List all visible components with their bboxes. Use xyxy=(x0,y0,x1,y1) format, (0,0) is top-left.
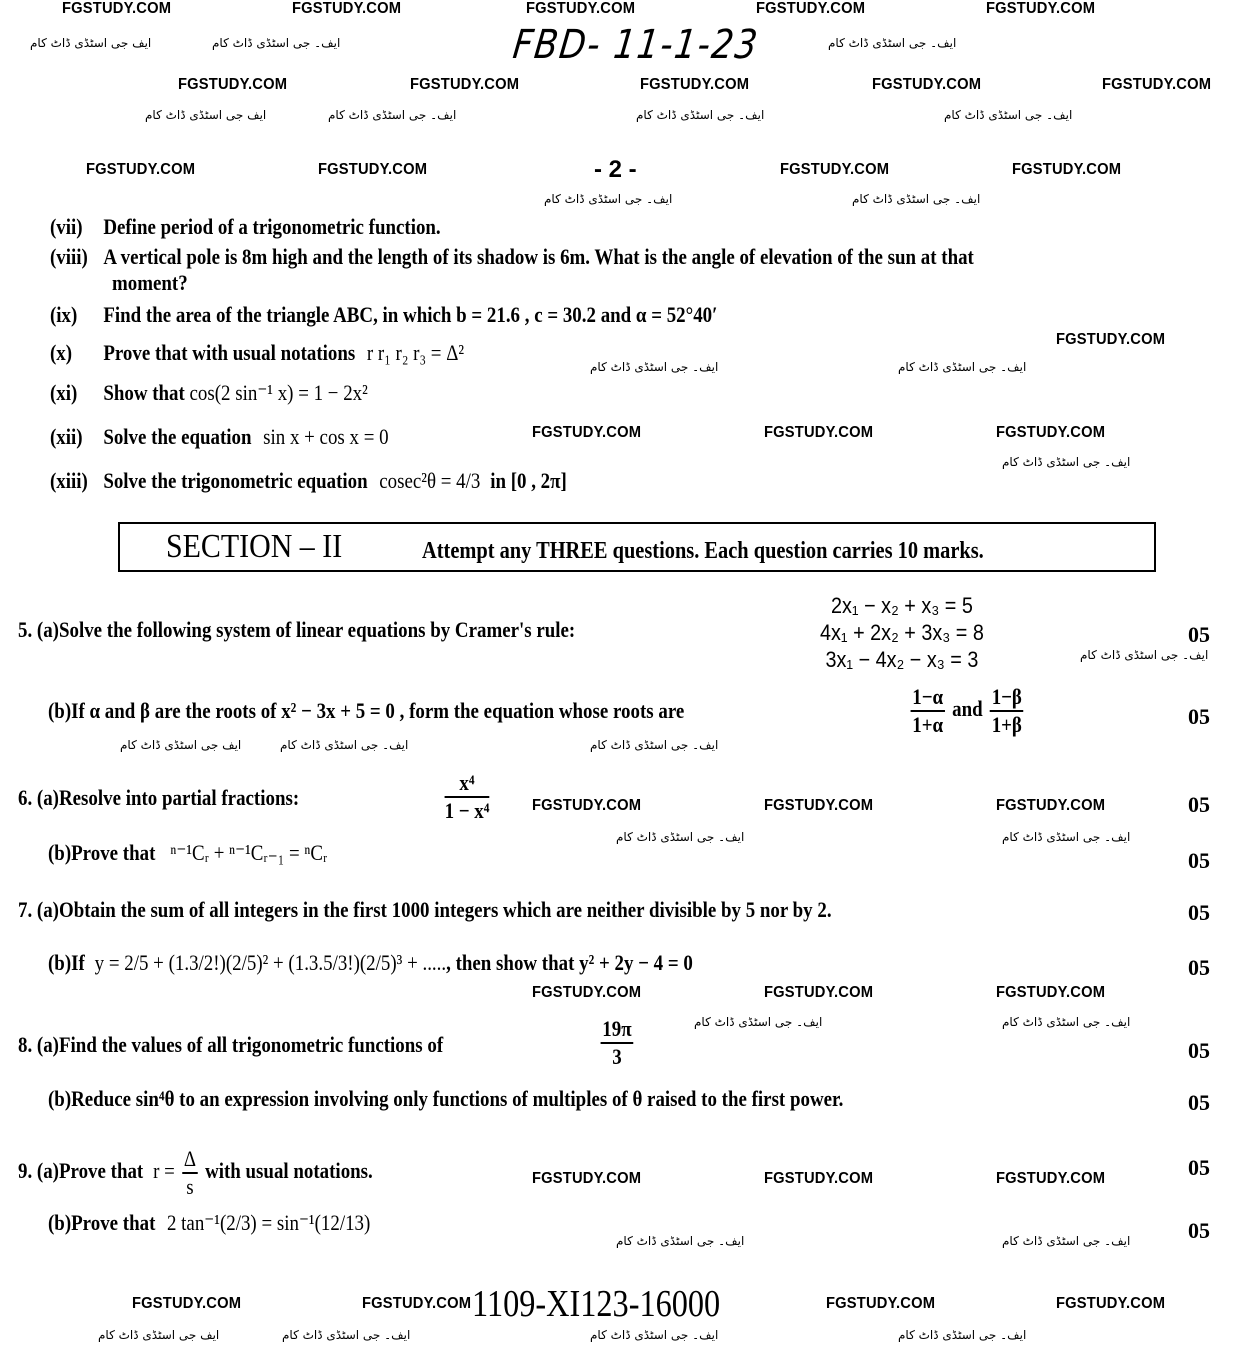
math-expression: sin x + cos x = 0 xyxy=(263,424,389,449)
watermark-text: FGSTUDY.COM xyxy=(532,984,642,1001)
marks-label: 05 xyxy=(1188,704,1210,729)
question-6a: 6. (a)Resolve into partial fractions: xyxy=(18,785,300,810)
watermark-text: FGSTUDY.COM xyxy=(362,1295,472,1312)
math-expression: ⁿ⁻¹Cᵣ + ⁿ⁻¹Cᵣ₋₁ = ⁿCᵣ xyxy=(170,840,328,865)
marks-label: 05 xyxy=(1188,900,1210,925)
question-7a: 7. (a)Obtain the sum of all integers in the first 1000 integers which are neither divisible by 5 nor by 2. xyxy=(18,897,832,922)
fraction-roots: $\frac{1-\alpha}{1+\alpha}$ and $\frac{1-\beta}{1+\beta}$ xyxy=(912,684,1022,737)
watermark-text: FGSTUDY.COM xyxy=(764,984,874,1001)
equation-system: 2x₁ − x₂ + x₃ = 5 4x₁ + 2x₂ + 3x₃ = 8 3x₁ − 4x₂ − x₃ = 3 xyxy=(820,593,984,672)
question-8b: (b)Reduce sin⁴θ to an expression involving only functions of multiples of θ raised to the first power. xyxy=(48,1086,844,1111)
fraction: $\frac{1-\alpha}{1+\alpha}$ xyxy=(912,684,944,737)
watermark-text: FGSTUDY.COM xyxy=(62,0,172,17)
page-number: - 2 - xyxy=(594,156,637,183)
section-header-box xyxy=(118,522,1156,572)
watermark-urdu: ایف۔ جی اسٹڈی ڈاٹ کام xyxy=(1002,1015,1131,1029)
question-vii: (vii) Define period of a trigonometric function. xyxy=(50,214,441,239)
watermark-text: FGSTUDY.COM xyxy=(526,0,636,17)
question-6b: (b)Prove that ⁿ⁻¹Cᵣ + ⁿ⁻¹Cᵣ₋₁ = ⁿCᵣ xyxy=(48,840,328,865)
watermark-urdu: ایف جی اسٹڈی ڈاٹ کام xyxy=(30,36,152,50)
math-expression: cosec²θ = 4/3 xyxy=(379,468,481,493)
question-xi: (xi) Show that cos(2 sin⁻¹ x) = 1 − 2x² xyxy=(50,380,368,405)
watermark-text: FGSTUDY.COM xyxy=(1056,331,1166,348)
watermark-urdu: ایف۔ جی اسٹڈی ڈاٹ کام xyxy=(590,1328,719,1342)
watermark-urdu: ایف جی اسٹڈی ڈاٹ کام xyxy=(98,1328,220,1342)
watermark-urdu: ایف۔ جی اسٹڈی ڈاٹ کام xyxy=(282,1328,411,1342)
watermark-text: FGSTUDY.COM xyxy=(1102,76,1212,93)
handwritten-exam-code: FBD- 11-1-23 xyxy=(510,22,762,68)
question-xii: (xii) Solve the equation sin x + cos x = 0 xyxy=(50,424,389,449)
watermark-urdu: ایف۔ جی اسٹڈی ڈاٹ کام xyxy=(898,360,1027,374)
question-5b: (b)If α and β are the roots of x² − 3x + 5 = 0 , form the equation whose roots are xyxy=(48,698,685,723)
watermark-text: FGSTUDY.COM xyxy=(826,1295,936,1312)
watermark-text: FGSTUDY.COM xyxy=(996,984,1106,1001)
fraction: $\frac{1-\beta}{1+\beta}$ xyxy=(991,684,1022,737)
watermark-text: FGSTUDY.COM xyxy=(410,76,520,93)
watermark-text: FGSTUDY.COM xyxy=(318,161,428,178)
question-xiii: (xiii) Solve the trigonometric equation cosec²θ = 4/3 in [0 , 2π] xyxy=(50,468,567,493)
question-5a: 5. (a)Solve the following system of linear equations by Cramer's rule: xyxy=(18,617,576,642)
marks-label: 05 xyxy=(1188,1218,1210,1243)
question-viii-continuation: moment? xyxy=(112,270,188,295)
watermark-text: FGSTUDY.COM xyxy=(996,1170,1106,1187)
watermark-urdu: ایف۔ جی اسٹڈی ڈاٹ کام xyxy=(328,108,457,122)
watermark-text: FGSTUDY.COM xyxy=(764,424,874,441)
watermark-text: FGSTUDY.COM xyxy=(764,1170,874,1187)
marks-label: 05 xyxy=(1188,1155,1210,1180)
watermark-urdu: ایف۔ جی اسٹڈی ڈاٹ کام xyxy=(694,1015,823,1029)
section-instructions: Attempt any THREE questions. Each question carries 10 marks. xyxy=(422,538,984,564)
watermark-text: FGSTUDY.COM xyxy=(996,424,1106,441)
watermark-urdu: ایف۔ جی اسٹڈی ڈاٹ کام xyxy=(852,192,981,206)
marks-label: 05 xyxy=(1188,1090,1210,1115)
watermark-text: FGSTUDY.COM xyxy=(532,424,642,441)
watermark-urdu: ایف۔ جی اسٹڈی ڈاٹ کام xyxy=(590,360,719,374)
watermark-text: FGSTUDY.COM xyxy=(756,0,866,17)
fraction-angle: $\frac{19\pi}{3}$ xyxy=(602,1016,632,1069)
watermark-urdu: ایف۔ جی اسٹڈی ڈاٹ کام xyxy=(1002,1234,1131,1248)
watermark-urdu: ایف۔ جی اسٹڈی ڈاٹ کام xyxy=(544,192,673,206)
watermark-urdu: ایف۔ جی اسٹڈی ڈاٹ کام xyxy=(1002,830,1131,844)
watermark-text: FGSTUDY.COM xyxy=(1012,161,1122,178)
watermark-urdu: ایف۔ جی اسٹڈی ڈاٹ کام xyxy=(590,738,719,752)
question-7b: (b)If y = 2/5 + (1.3/2!)(2/5)² + (1.3.5/3!)(2/5)³ + ....., then show that y² + 2y − 4 = 0 xyxy=(48,950,693,975)
watermark-urdu: ایف۔ جی اسٹڈی ڈاٹ کام xyxy=(280,738,409,752)
question-x: (x) Prove that with usual notations r r₁ r₂ r₃ = Δ² xyxy=(50,340,465,365)
math-expression: cos(2 sin⁻¹ x) = 1 − 2x² xyxy=(189,380,368,405)
math-series: y = 2/5 + (1.3/2!)(2/5)² + (1.3.5/3!)(2/5)³ + ..... xyxy=(94,950,447,975)
section-title: SECTION – II xyxy=(166,528,343,565)
watermark-urdu: ایف۔ جی اسٹڈی ڈاٹ کام xyxy=(616,1234,745,1248)
math-expression: r r₁ r₂ r₃ = Δ² xyxy=(366,340,465,365)
watermark-urdu: ایف۔ جی اسٹڈی ڈاٹ کام xyxy=(212,36,341,50)
watermark-urdu: ایف۔ جی اسٹڈی ڈاٹ کام xyxy=(1080,648,1209,662)
watermark-urdu: ایف۔ جی اسٹڈی ڈاٹ کام xyxy=(1002,455,1131,469)
watermark-text: FGSTUDY.COM xyxy=(292,0,402,17)
math-expression: 2 tan⁻¹(2/3) = sin⁻¹(12/13) xyxy=(166,1210,371,1235)
marks-label: 05 xyxy=(1188,848,1210,873)
paper-code: 1109-XI123-16000 xyxy=(472,1283,721,1325)
watermark-urdu: ایف۔ جی اسٹڈی ڈاٹ کام xyxy=(944,108,1073,122)
watermark-text: FGSTUDY.COM xyxy=(132,1295,242,1312)
marks-label: 05 xyxy=(1188,955,1210,980)
marks-label: 05 xyxy=(1188,792,1210,817)
question-8a: 8. (a)Find the values of all trigonometric functions of xyxy=(18,1032,444,1057)
watermark-text: FGSTUDY.COM xyxy=(178,76,288,93)
watermark-text: FGSTUDY.COM xyxy=(1056,1295,1166,1312)
question-9b: (b)Prove that 2 tan⁻¹(2/3) = sin⁻¹(12/13) xyxy=(48,1210,371,1235)
watermark-text: FGSTUDY.COM xyxy=(764,797,874,814)
watermark-text: FGSTUDY.COM xyxy=(532,1170,642,1187)
watermark-urdu: ایف۔ جی اسٹڈی ڈاٹ کام xyxy=(636,108,765,122)
watermark-text: FGSTUDY.COM xyxy=(86,161,196,178)
watermark-urdu: ایف۔ جی اسٹڈی ڈاٹ کام xyxy=(828,36,957,50)
question-viii: (viii) A vertical pole is 8m high and the length of its shadow is 6m. What is the angle of elevation of the sun at that xyxy=(50,244,974,269)
watermark-urdu: ایف۔ جی اسٹڈی ڈاٹ کام xyxy=(898,1328,1027,1342)
fraction-partial: $\frac{\text{x⁴}}{\text{1 − x⁴}}$ xyxy=(444,770,490,823)
watermark-text: FGSTUDY.COM xyxy=(640,76,750,93)
marks-label: 05 xyxy=(1188,1038,1210,1063)
watermark-urdu: ایف جی اسٹڈی ڈاٹ کام xyxy=(120,738,242,752)
watermark-text: FGSTUDY.COM xyxy=(532,797,642,814)
question-ix: (ix) Find the area of the triangle ABC, in which b = 21.6 , c = 30.2 and α = 52°40′ xyxy=(50,302,718,327)
watermark-text: FGSTUDY.COM xyxy=(996,797,1106,814)
watermark-text: FGSTUDY.COM xyxy=(780,161,890,178)
watermark-urdu: ایف جی اسٹڈی ڈاٹ کام xyxy=(145,108,267,122)
watermark-text: FGSTUDY.COM xyxy=(986,0,1096,17)
watermark-urdu: ایف۔ جی اسٹڈی ڈاٹ کام xyxy=(616,830,745,844)
question-9a: 9. (a)Prove that r = $\frac{\Delta}{s}$ with usual notations. xyxy=(18,1146,373,1199)
marks-label: 05 xyxy=(1188,622,1210,647)
watermark-text: FGSTUDY.COM xyxy=(872,76,982,93)
